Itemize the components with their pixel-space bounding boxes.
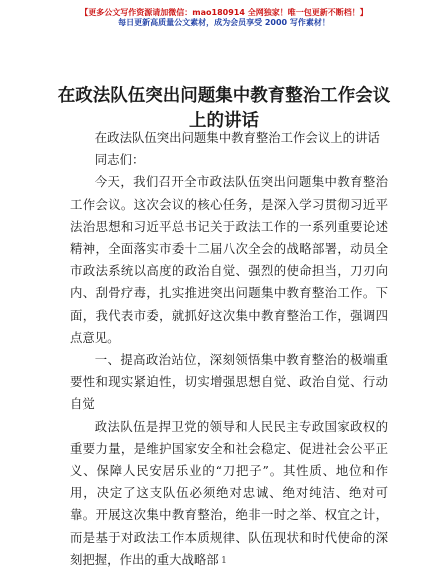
document-subtitle: 在政法队伍突出问题集中教育整治工作会议上的讲话 bbox=[94, 130, 380, 145]
page-number: 1 bbox=[221, 556, 227, 566]
body-paragraph: 政法队伍是捍卫党的领导和人民民主专政国家政权的重要力量，是维护国家安全和社会稳定、促进社会公平正义、保障人民安居乐业的“刀把子”。其性质、地位和作用，决定了这支队伍必须绝对忠诚、绝对纯洁、绝对可靠。开展这次集中教育整治，绝非一时之举、权宜之计，而是基于对政法工作本质规律、队伍现状和时代使命的深刻把握，作出的重大战略部 bbox=[70, 418, 388, 567]
banner-line-promo: 【更多公文写作资源请加微信：mao180914 全网独家！唯一包更新不断档！】 bbox=[80, 8, 368, 17]
document-title: 在政法队伍突出问题集中教育整治工作会议上的讲话 bbox=[57, 86, 391, 131]
body-paragraph: 今天，我们召开全市政法队伍突出问题集中教育整治工作会议。这次会议的核心任务，是深入学习贯彻习近平法治思想和习近平总书记关于政法工作的一系列重要论述精神，全面落实市委十二届八次全会的战略部署，动员全市政法系统以高度的政治自觉、强烈的使命担当，刀刃向内、刮骨疗毒，扎实推进突出问题集中教育整治工作。下面，我代表市委，就抓好这次集中教育整治工作，强调四点意见。 bbox=[70, 174, 388, 345]
document-body bbox=[70, 127, 388, 571]
salutation: 同志们： bbox=[94, 152, 145, 168]
banner-line-membership: 每日更新高质量公文素材，成为会员享受 2000 写作素材！ bbox=[118, 18, 330, 27]
header-banner bbox=[0, 8, 448, 28]
section-heading: 一、提高政治站位，深刻领悟集中教育整治的极端重要性和现实紧迫性，切实增强思想自觉、政治自觉、行动自觉 bbox=[70, 352, 388, 412]
